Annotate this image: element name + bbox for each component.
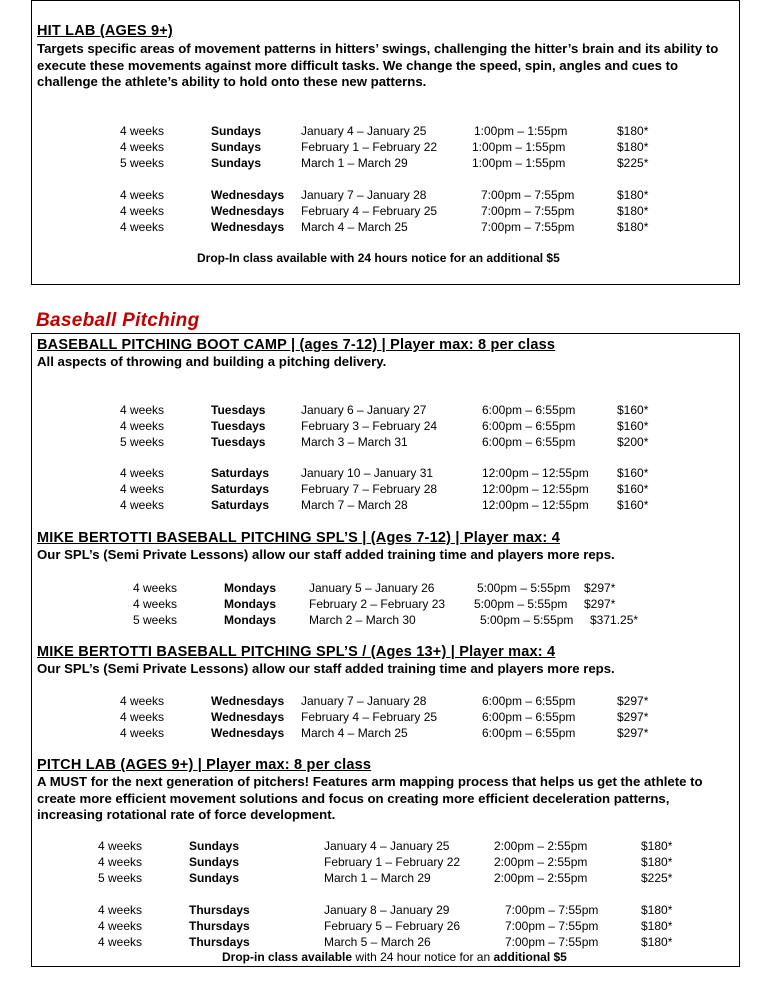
price: $225* (641, 871, 673, 885)
dropin-part-2: with 24 hour notice for an (352, 950, 494, 964)
time: 1:00pm – 1:55pm (472, 156, 566, 170)
day: Wednesdays (211, 204, 285, 218)
time: 6:00pm – 6:55pm (482, 419, 576, 433)
duration: 4 weeks (120, 466, 165, 480)
time: 12:00pm – 12:55pm (482, 482, 589, 496)
dates: February 2 – February 23 (309, 597, 446, 611)
spl-young-description: Our SPL’s (Semi Private Lessons) allow our staff added training time and players more reps. (37, 547, 615, 562)
duration: 5 weeks (133, 613, 178, 627)
duration: 4 weeks (120, 124, 165, 138)
day: Saturdays (211, 498, 270, 512)
dates: February 3 – February 24 (301, 419, 438, 433)
day: Saturdays (211, 482, 270, 496)
price: $180* (617, 220, 649, 234)
day: Sundays (189, 871, 240, 885)
day: Thursdays (189, 919, 250, 933)
time: 6:00pm – 6:55pm (482, 435, 576, 449)
price: $180* (641, 935, 673, 949)
day: Saturdays (211, 466, 270, 480)
hit-lab-title: HIT LAB (AGES 9+) (37, 23, 173, 39)
dates: January 8 – January 29 (324, 903, 450, 917)
time: 5:00pm – 5:55pm (480, 613, 574, 627)
day: Tuesdays (211, 403, 266, 417)
duration: 5 weeks (120, 156, 165, 170)
time: 1:00pm – 1:55pm (472, 140, 566, 154)
duration: 4 weeks (120, 188, 165, 202)
duration: 4 weeks (98, 903, 143, 917)
spl-teen-title: MIKE BERTOTTI BASEBALL PITCHING SPL’S / (Ages 13+) | Player max: 4 (37, 644, 556, 660)
boot-camp-title: BASEBALL PITCHING BOOT CAMP | (ages 7-12) | Player max: 8 per class (37, 337, 556, 353)
time: 2:00pm – 2:55pm (494, 871, 588, 885)
price: $297* (584, 597, 616, 611)
time: 6:00pm – 6:55pm (482, 726, 576, 740)
day: Wednesdays (211, 726, 285, 740)
day: Sundays (189, 855, 240, 869)
section-title-baseball-pitching: Baseball Pitching (36, 310, 200, 331)
duration: 4 weeks (120, 220, 165, 234)
day: Mondays (224, 613, 277, 627)
dates: March 4 – March 25 (301, 220, 408, 234)
dates: January 7 – January 28 (301, 694, 427, 708)
time: 5:00pm – 5:55pm (474, 597, 568, 611)
dates: March 1 – March 29 (301, 156, 408, 170)
price: $297* (617, 710, 649, 724)
price: $297* (617, 726, 649, 740)
dates: March 7 – March 28 (301, 498, 408, 512)
dropin-part-1: Drop-in class available (222, 950, 353, 964)
time: 12:00pm – 12:55pm (482, 466, 589, 480)
dropin-part-3: additional $5 (493, 950, 567, 964)
dates: February 7 – February 28 (301, 482, 438, 496)
price: $180* (617, 204, 649, 218)
duration: 5 weeks (98, 871, 143, 885)
time: 7:00pm – 7:55pm (481, 220, 575, 234)
day: Sundays (189, 839, 240, 853)
price: $297* (617, 694, 649, 708)
duration: 4 weeks (133, 597, 178, 611)
day: Wednesdays (211, 220, 285, 234)
duration: 4 weeks (120, 498, 165, 512)
price: $180* (641, 919, 673, 933)
price: $160* (617, 498, 649, 512)
hit-lab-description: Targets specific areas of movement patterns in hitters’ swings, challenging the hitter’s brain and its ability to execute these movements against more difficult tasks. We change the speed, spin, angles and cues to challenge the athlete’s ability to hold onto these new patterns. (37, 41, 719, 89)
time: 1:00pm – 1:55pm (474, 124, 568, 138)
time: 12:00pm – 12:55pm (482, 498, 589, 512)
dates: February 1 – February 22 (324, 855, 461, 869)
duration: 4 weeks (120, 140, 165, 154)
time: 7:00pm – 7:55pm (505, 903, 599, 917)
price: $160* (617, 403, 649, 417)
duration: 4 weeks (120, 694, 165, 708)
spl-teen-description: Our SPL’s (Semi Private Lessons) allow our staff added training time and players more reps. (37, 661, 615, 676)
dates: January 4 – January 25 (301, 124, 427, 138)
time: 7:00pm – 7:55pm (505, 935, 599, 949)
price: $200* (617, 435, 649, 449)
dates: March 5 – March 26 (324, 935, 431, 949)
time: 7:00pm – 7:55pm (481, 204, 575, 218)
price: $160* (617, 466, 649, 480)
duration: 4 weeks (120, 710, 165, 724)
spl-young-title: MIKE BERTOTTI BASEBALL PITCHING SPL’S | (Ages 7-12) | Player max: 4 (37, 530, 560, 546)
price: $160* (617, 482, 649, 496)
dates: March 4 – March 25 (301, 726, 408, 740)
day: Sundays (211, 140, 262, 154)
duration: 4 weeks (120, 726, 165, 740)
duration: 4 weeks (98, 935, 143, 949)
dates: March 3 – March 31 (301, 435, 408, 449)
dates: February 4 – February 25 (301, 710, 438, 724)
dates: February 4 – February 25 (301, 204, 438, 218)
day: Sundays (211, 124, 262, 138)
dates: March 1 – March 29 (324, 871, 431, 885)
price: $371.25* (590, 613, 639, 627)
dates: January 5 – January 26 (309, 581, 435, 595)
day: Thursdays (189, 903, 250, 917)
duration: 5 weeks (120, 435, 165, 449)
time: 6:00pm – 6:55pm (482, 710, 576, 724)
time: 2:00pm – 2:55pm (494, 839, 588, 853)
dates: March 2 – March 30 (309, 613, 416, 627)
time: 2:00pm – 2:55pm (494, 855, 588, 869)
time: 7:00pm – 7:55pm (505, 919, 599, 933)
boot-camp-description: All aspects of throwing and building a pitching delivery. (37, 354, 387, 369)
day: Wednesdays (211, 694, 285, 708)
price: $180* (617, 140, 649, 154)
pitch-lab-dropin-note (222, 950, 567, 964)
price: $225* (617, 156, 649, 170)
pitch-lab-description: A MUST for the next generation of pitchers! Features arm mapping process that helps us get the athlete to create more efficient movement solutions and focus on creating more efficient deceleration patterns, increasing rotational rate of force development. (37, 774, 703, 822)
day: Tuesdays (211, 435, 266, 449)
dates: February 5 – February 26 (324, 919, 461, 933)
duration: 4 weeks (120, 419, 165, 433)
dates: February 1 – February 22 (301, 140, 438, 154)
hit-lab-dropin-note: Drop-In class available with 24 hours notice for an additional $5 (197, 251, 560, 265)
dates: January 6 – January 27 (301, 403, 427, 417)
duration: 4 weeks (120, 204, 165, 218)
price: $180* (641, 855, 673, 869)
day: Thursdays (189, 935, 250, 949)
day: Wednesdays (211, 710, 285, 724)
time: 5:00pm – 5:55pm (477, 581, 571, 595)
price: $180* (641, 903, 673, 917)
day: Mondays (224, 581, 277, 595)
time: 6:00pm – 6:55pm (482, 694, 576, 708)
day: Mondays (224, 597, 277, 611)
duration: 4 weeks (120, 403, 165, 417)
day: Wednesdays (211, 188, 285, 202)
dates: January 10 – January 31 (301, 466, 434, 480)
price: $160* (617, 419, 649, 433)
day: Tuesdays (211, 419, 266, 433)
duration: 4 weeks (98, 855, 143, 869)
dates: January 4 – January 25 (324, 839, 450, 853)
price: $297* (584, 581, 616, 595)
pitch-lab-title: PITCH LAB (AGES 9+) | Player max: 8 per class (37, 757, 372, 773)
duration: 4 weeks (98, 839, 143, 853)
day: Sundays (211, 156, 262, 170)
time: 6:00pm – 6:55pm (482, 403, 576, 417)
time: 7:00pm – 7:55pm (481, 188, 575, 202)
duration: 4 weeks (98, 919, 143, 933)
price: $180* (617, 124, 649, 138)
duration: 4 weeks (120, 482, 165, 496)
price: $180* (617, 188, 649, 202)
price: $180* (641, 839, 673, 853)
duration: 4 weeks (133, 581, 178, 595)
dates: January 7 – January 28 (301, 188, 427, 202)
